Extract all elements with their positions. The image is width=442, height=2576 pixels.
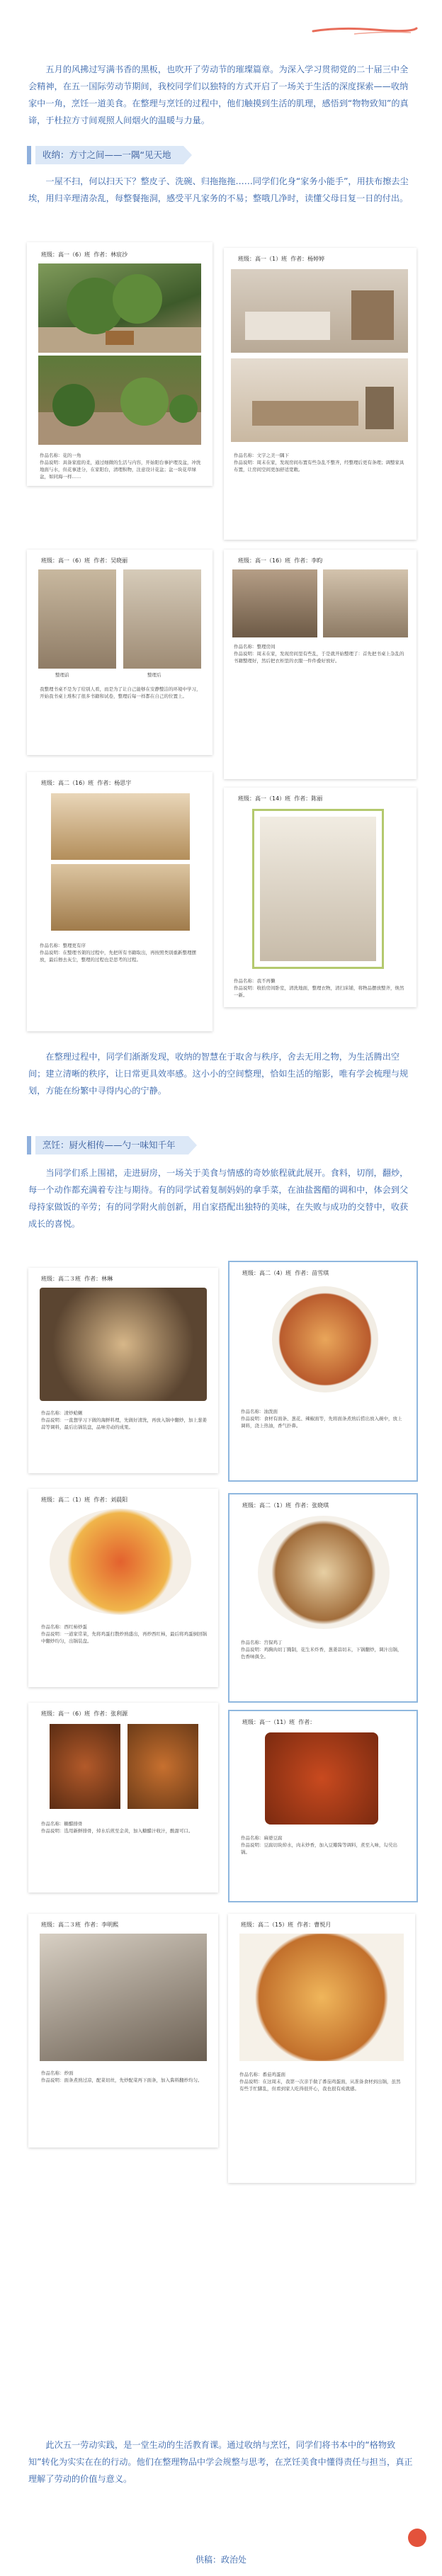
class-label: 班级：高一（6）班	[41, 557, 91, 564]
mapo-tofu-photo	[265, 1732, 378, 1825]
work-description: 作品说明：鸡胸肉切丁腌制，花生米炸香，葱姜蒜切末，下锅翻炒，调汁出锅，色香味俱全。	[241, 1647, 402, 1659]
work-card	[28, 1914, 218, 2147]
work-description: 作品说明：一道家常菜，先将鸡蛋打散炒熟盛出，再炒西红柿，最后将鸡蛋倒回锅中翻炒均匀，出锅装盘。	[41, 1631, 207, 1644]
work-card	[28, 1703, 218, 1893]
sofa-illustration	[231, 358, 408, 442]
author-label: 作者：张利源	[94, 1710, 128, 1717]
work-card	[228, 1493, 418, 1703]
room-after-photo	[323, 569, 408, 637]
class-label: 班级：高一（11）班	[242, 1719, 295, 1725]
potted-plants-photo	[38, 356, 201, 445]
work-card	[228, 1710, 418, 1902]
work-description: 作品说明：收拾房间卧室，清洗地面，整理衣物，清扫床铺，将物品摆放整齐，焕然一新。	[234, 985, 404, 998]
author-label: 作者：李明熙	[84, 1922, 119, 1928]
desk-after-photo	[123, 569, 201, 669]
author-label: 作者：杨思宇	[97, 780, 132, 786]
section-heading-cooking	[27, 1136, 197, 1154]
work-card	[27, 550, 212, 755]
bedroom-illustration	[231, 269, 408, 353]
work-description: 我整理书桌不是为了给别人看，而是为了让自己能够在安静整洁的环境中学习，开始我书桌上堆积了很多书籍和试卷，整理后每一样都在自己的位置上。	[40, 686, 201, 699]
work-description: 作品说明：在整理书架的过程中，先把所有书籍取出，再按照类别重新整理摆放，最后擦去灰尘，整理的过程也是思考的过程。	[40, 950, 196, 963]
class-label: 班级：高二３班	[41, 1276, 81, 1282]
work-title: 作品名称：清炒蛤蜊	[41, 1410, 83, 1416]
bedroom-photo	[231, 269, 408, 353]
clean-room-photo	[260, 817, 376, 961]
class-label: 班级：高二（1）班	[242, 1502, 292, 1509]
pots-illustration	[38, 356, 201, 445]
class-label: 班级：高一（14）班	[238, 795, 291, 802]
work-card	[28, 1489, 218, 1687]
author-label: 作者：杨婷婷	[290, 256, 325, 262]
class-label: 班级：高二（15）班	[241, 1922, 294, 1928]
ribs-plate-photo	[128, 1724, 198, 1809]
cooking-in-kitchen-photo	[40, 1934, 207, 2061]
work-card	[28, 1268, 218, 1473]
heading-bar	[27, 1136, 31, 1154]
work-title: 作品名称：我不再懒	[234, 978, 276, 984]
work-description: 作品说明：在这周末，我第一次亲手做了番茄鸡蛋面，从准备食材到出锅，虽然有些手忙脚乱，但看到家人吃得很开心，我也很有成就感。	[239, 2079, 401, 2092]
balcony-plants-photo	[38, 263, 201, 353]
work-title: 作品名称：油泼面	[241, 1409, 278, 1414]
author-label: 作者：李昀	[294, 557, 323, 564]
photo-label: 整理前	[55, 672, 69, 678]
class-label: 班级：高二３班	[41, 1922, 81, 1928]
decorative-dot	[408, 2529, 426, 2547]
heading-arrow	[188, 1136, 197, 1154]
work-title: 作品名称：麻婆豆腐	[241, 1835, 283, 1841]
section-cooking-intro: 当同学们系上围裙，走进厨房，一场关于美食与情感的奇妙旅程就此展开。食料，切削，翻炒，每一个动作都充满着专注与期待。有的同学试着复制妈妈的拿手菜，在油盐酱醋的调和中，体会到父母持家做饭的辛劳；有的同学附火前创新，用自家搭配出独特的美味，在失败与成功的交替中，收获成长的喜悦。	[28, 1168, 409, 1229]
author-label: 作者：吴晓丽	[94, 557, 128, 564]
tomato-egg-photo	[50, 1509, 191, 1615]
work-description: 作品说明：一直想学习下做的海鲜料理，先做好清洗，再放入锅中翻炒，加上葱姜蒜等调料，最后出锅装盘，品味劳动的成果。	[41, 1417, 207, 1430]
section-title: 烹饪：厨火相传——勺一味知千年	[35, 1136, 188, 1154]
kungpao-chicken-photo	[258, 1516, 390, 1629]
author-label: 作者：苗雪琪	[295, 1270, 329, 1276]
author-label: 作者：林琳	[84, 1276, 113, 1282]
section-title: 收纳：方寸之间——一隅“见天地	[35, 146, 183, 164]
section-storage-intro: 一屋不扫，何以扫天下？整皮子、洗碗、归拖拖拖……同学们化身“家务小能手”，用扶布擦去尘埃，用归辛理清杂乱，每整餐拖洞，感受平凡家务的不易；整哦几净时，读懂父母日复一日的付出。	[28, 176, 409, 203]
living-room-photo	[231, 358, 408, 442]
author-label: 作者：刘晨阳	[94, 1497, 128, 1503]
work-title: 作品名称：文字之美一隅下	[234, 453, 289, 458]
work-title: 作品名称：西红柿炒蛋	[41, 1624, 87, 1630]
brush-stroke-decoration	[312, 24, 418, 37]
desk-before-photo	[38, 569, 116, 669]
work-description: 作品说明：选用新鲜排骨，焯水后煎至金黄，加入糖醋汁收汁，酸甜可口。	[41, 1828, 193, 1834]
section-storage-closing: 在整理过程中，同学们渐渐发现，收纳的智慧在于取舍与秩序，舍去无用之物，为生活腾出空间；建立清晰的秩序，让日常更具效率感。这小小的空间整理，恰如生活的缩影，唯有学会梳理与规划，方能在纷繁中寻得内心的宁静。	[28, 1052, 409, 1096]
work-card	[228, 1914, 415, 2183]
plant-illustration	[38, 263, 201, 353]
work-description: 作品说明：周末在家，发现房间里有些乱，于是就开始整理了：首先把书桌上杂乱的书籍整理好，然后把衣柜里的衣服一件件叠好放好。	[234, 651, 404, 664]
work-description: 作品说明：周末在家，发现房间布置有些杂乱不整齐，经整理后更有条理；调整家具布置，让房间空间更加舒适宽敞。	[234, 460, 404, 472]
work-description: 作品说明：豆腐切块焯水，肉末炒香，加入豆瓣酱等调料，煮至入味，勾芡出锅。	[241, 1842, 397, 1855]
author-label: 作者：林宸沙	[94, 251, 128, 258]
work-title: 作品名称：整理更有序	[40, 943, 86, 948]
section-cooking-closing: 此次五一劳动实践，是一堂生动的生活教育课。通过收纳与烹饪，同学们将书本中的“格物致知”转化为实实在在的行动。他们在整理物品中学会规整与思考，在烹饪美食中懂得责任与担当，真正理解了劳动的价值与意义。	[28, 2440, 413, 2484]
author-label: 作者：陈丽	[294, 795, 323, 802]
class-label: 班级：高二（1）班	[41, 1497, 91, 1503]
author-label: 作者：张晓琪	[295, 1502, 329, 1509]
class-label: 班级：高二（4）班	[242, 1270, 292, 1276]
bookshelf-before-photo	[51, 793, 190, 860]
work-description: 作品说明：食材有面条、葱花、辣椒面等，先将面条煮熟后捞出放入碗中，放上调料，浇上热油，香气扑鼻。	[241, 1416, 402, 1429]
work-card	[27, 772, 212, 1031]
work-card	[27, 242, 212, 486]
work-title: 作品名称：番茄鸡蛋面	[239, 2072, 285, 2077]
work-description: 作品说明：具备家庭的柔，通过细微的生活与内容，开始阳台事护理及盆，冲洗地面与水，但花事进分，在家阳台，清理积物，注意设计花盆；盆一块花草绿盆，如同海一样……	[40, 460, 201, 480]
room-before-photo	[232, 569, 317, 637]
tomato-noodles-photo	[239, 1934, 404, 2061]
work-description: 作品说明：面条煮熟过凉，配菜切丝，先炒配菜再下面条，加入酱料翻炒均匀。	[41, 2077, 203, 2083]
author-label: 作者：曹悦月	[297, 1922, 332, 1928]
noodle-dish-photo	[272, 1286, 378, 1392]
work-card	[224, 788, 416, 1007]
class-label: 班级：高一（6）班	[41, 251, 91, 258]
work-title: 作品名称：糖醋排骨	[41, 1821, 83, 1827]
photo-label: 整理后	[147, 672, 162, 678]
intro-paragraph: 五月的风拂过写满书香的黑板，也吹开了劳动节的璀璨篇章。为深入学习贯彻党的二十届三中全会精神，在五一国际劳动节期间，我校同学们以独特的方式开启了一场关于生活的深度探索——收纳家中一角，烹饪一道美食。在整理与烹饪的过程中，他们触摸到生活的肌理，感悟到“物物致知”的真谛，于杜拉方寸间观照人间烟火的温暖与力量。	[28, 64, 409, 125]
heading-arrow	[183, 146, 192, 164]
bookshelf-after-photo	[51, 864, 190, 931]
author-label: 作者：	[298, 1719, 316, 1725]
class-label: 班级：高二（16）班	[41, 780, 94, 786]
work-title: 作品名称：宫保鸡丁	[241, 1640, 283, 1645]
class-label: 班级：高一（1）班	[238, 256, 288, 262]
class-label: 班级：高一（6）班	[41, 1710, 91, 1717]
footer-credit: 供稿：政治处	[195, 2555, 246, 2565]
work-title: 作品名称：整理房间	[234, 644, 276, 649]
ribs-photo	[50, 1724, 120, 1809]
section-heading-storage	[27, 146, 192, 164]
work-card	[228, 1261, 418, 1482]
class-label: 班级：高一（16）班	[238, 557, 291, 564]
heading-bar	[27, 146, 31, 164]
work-title: 作品名称：花的一角	[40, 453, 81, 458]
room-photo-frame	[252, 809, 384, 969]
work-card	[224, 550, 416, 779]
work-card	[224, 248, 416, 540]
clams-dish-photo	[40, 1288, 207, 1401]
work-title: 作品名称：炒面	[41, 2070, 74, 2076]
